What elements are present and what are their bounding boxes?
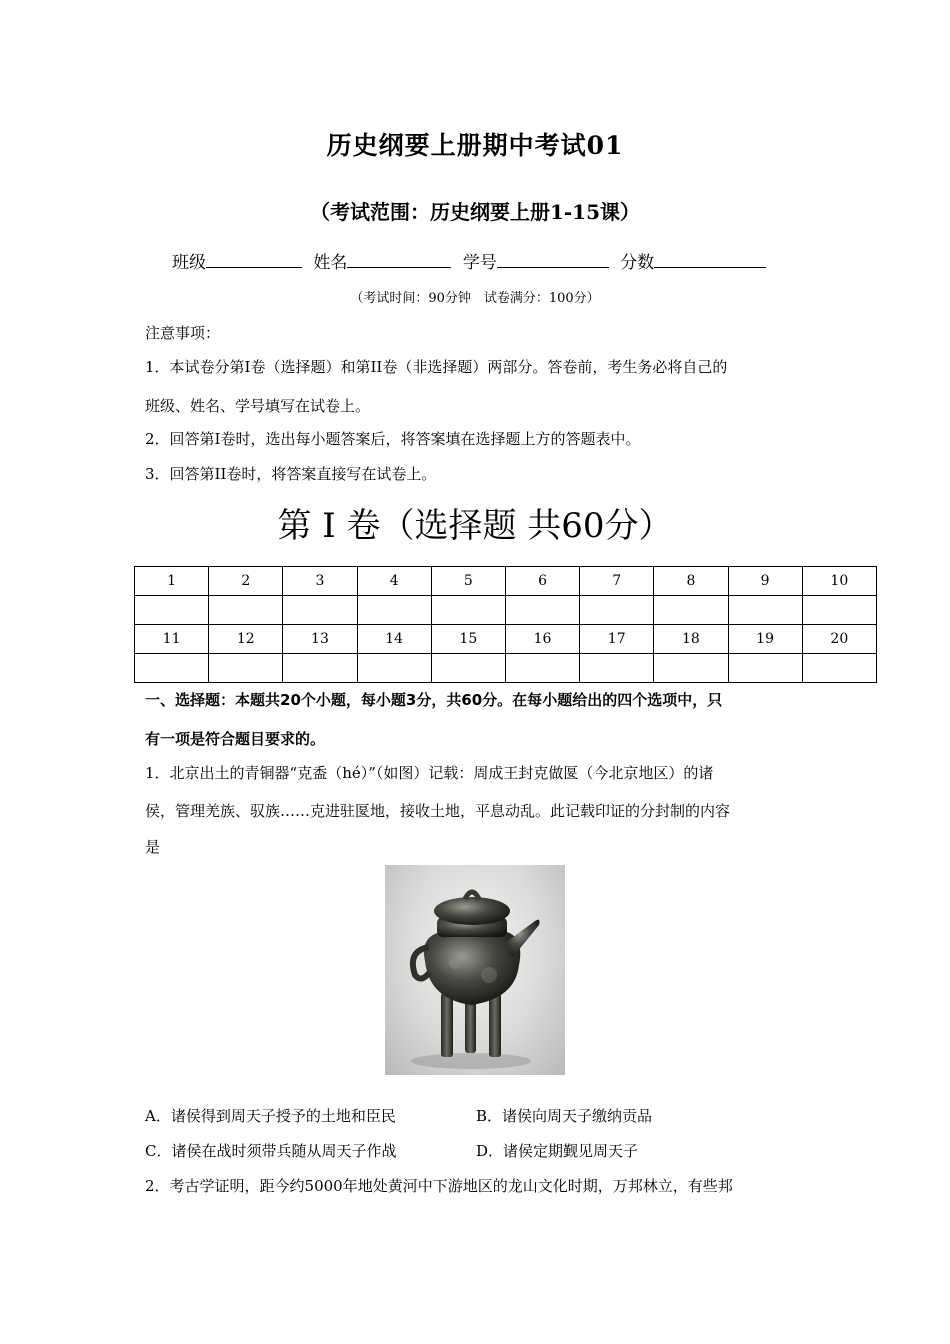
answer-cell[interactable] [654,596,728,625]
question-text: 是 [145,838,161,856]
answer-cell[interactable] [654,654,728,683]
answer-table [134,566,877,683]
table-row [135,654,877,683]
table-row [135,625,877,654]
note-item: 3．回答第II卷时，将答案直接写在试卷上。 [145,465,437,483]
question-number-cell: 13 [283,625,357,654]
bronze-vessel-image [385,865,565,1075]
answer-cell[interactable] [357,654,431,683]
student-info-row [172,248,772,273]
question-number-cell: 8 [654,567,728,596]
class-blank[interactable] [206,249,302,268]
page-title: 历史纲要上册期中考试01 [326,131,624,160]
answer-cell[interactable] [802,654,876,683]
section-instructions: 有一项是符合题目要求的。 [145,730,326,748]
question-number-cell: 2 [209,567,283,596]
answer-cell[interactable] [431,596,505,625]
note-item: 班级、姓名、学号填写在试卷上。 [145,397,371,415]
exam-meta: （考试时间：90分钟 试卷满分：100分） [350,291,600,306]
score-label: 分数 [620,253,655,273]
question-number-cell: 20 [802,625,876,654]
question-number-cell: 4 [357,567,431,596]
answer-cell[interactable] [209,654,283,683]
answer-cell[interactable] [580,654,654,683]
question-number-cell: 19 [728,625,802,654]
question-number-cell: 9 [728,567,802,596]
question-number-cell: 10 [802,567,876,596]
question-number-cell: 7 [580,567,654,596]
answer-cell[interactable] [802,596,876,625]
answer-cell[interactable] [135,596,209,625]
section-instructions: 一、选择题：本题共20个小题，每小题3分，共60分。在每小题给出的四个选项中，只 [145,691,723,709]
answer-cell[interactable] [580,596,654,625]
bronze-vessel-illustration [385,865,565,1075]
question-number-cell: 3 [283,567,357,596]
table-row [135,596,877,625]
answer-cell[interactable] [728,654,802,683]
question-number-cell: 6 [505,567,579,596]
question-text: 1．北京出土的青铜器“克盉（hé）”（如图）记载：周成王封克做匽（今北京地区）的诸 [145,764,714,782]
section-title: 第 I 卷（选择题 共60分） [277,506,673,546]
option-b[interactable]: B．诸侯向周天子缴纳贡品 [476,1107,653,1125]
option-c[interactable]: C．诸侯在战时须带兵随从周天子作战 [145,1142,397,1160]
answer-cell[interactable] [283,654,357,683]
exam-scope: （考试范围：历史纲要上册1-15课） [309,200,641,224]
answer-cell[interactable] [135,654,209,683]
class-label: 班级 [172,253,206,273]
notes-heading: 注意事项： [145,324,221,342]
question-number-cell: 15 [431,625,505,654]
answer-cell[interactable] [728,596,802,625]
option-a[interactable]: A．诸侯得到周天子授予的土地和臣民 [145,1107,396,1125]
id-blank[interactable] [497,249,609,268]
name-blank[interactable] [347,249,451,268]
note-item: 2．回答第I卷时，选出每小题答案后，将答案填在选择题上方的答题表中。 [145,430,641,448]
question-text: 2．考古学证明，距今约5000年地处黄河中下游地区的龙山文化时期，万邦林立，有些邦 [145,1177,733,1195]
question-text: 侯，管理羌族、驭族……克进驻匽地，接收土地，平息动乱。此记载印证的分封制的内容 [145,802,731,820]
table-row [135,567,877,596]
question-number-cell: 16 [505,625,579,654]
name-label: 姓名 [313,253,348,273]
answer-cell[interactable] [283,596,357,625]
score-blank[interactable] [654,249,766,268]
id-label: 学号 [462,253,497,273]
question-number-cell: 5 [431,567,505,596]
question-number-cell: 1 [135,567,209,596]
answer-cell[interactable] [431,654,505,683]
question-number-cell: 14 [357,625,431,654]
question-number-cell: 18 [654,625,728,654]
answer-cell[interactable] [357,596,431,625]
note-item: 1．本试卷分第I卷（选择题）和第II卷（非选择题）两部分。答卷前，考生务必将自己的 [145,358,728,376]
option-d[interactable]: D．诸侯定期觐见周天子 [476,1142,639,1160]
answer-cell[interactable] [209,596,283,625]
question-number-cell: 17 [580,625,654,654]
answer-cell[interactable] [505,596,579,625]
answer-cell[interactable] [505,654,579,683]
question-number-cell: 11 [135,625,209,654]
question-number-cell: 12 [209,625,283,654]
